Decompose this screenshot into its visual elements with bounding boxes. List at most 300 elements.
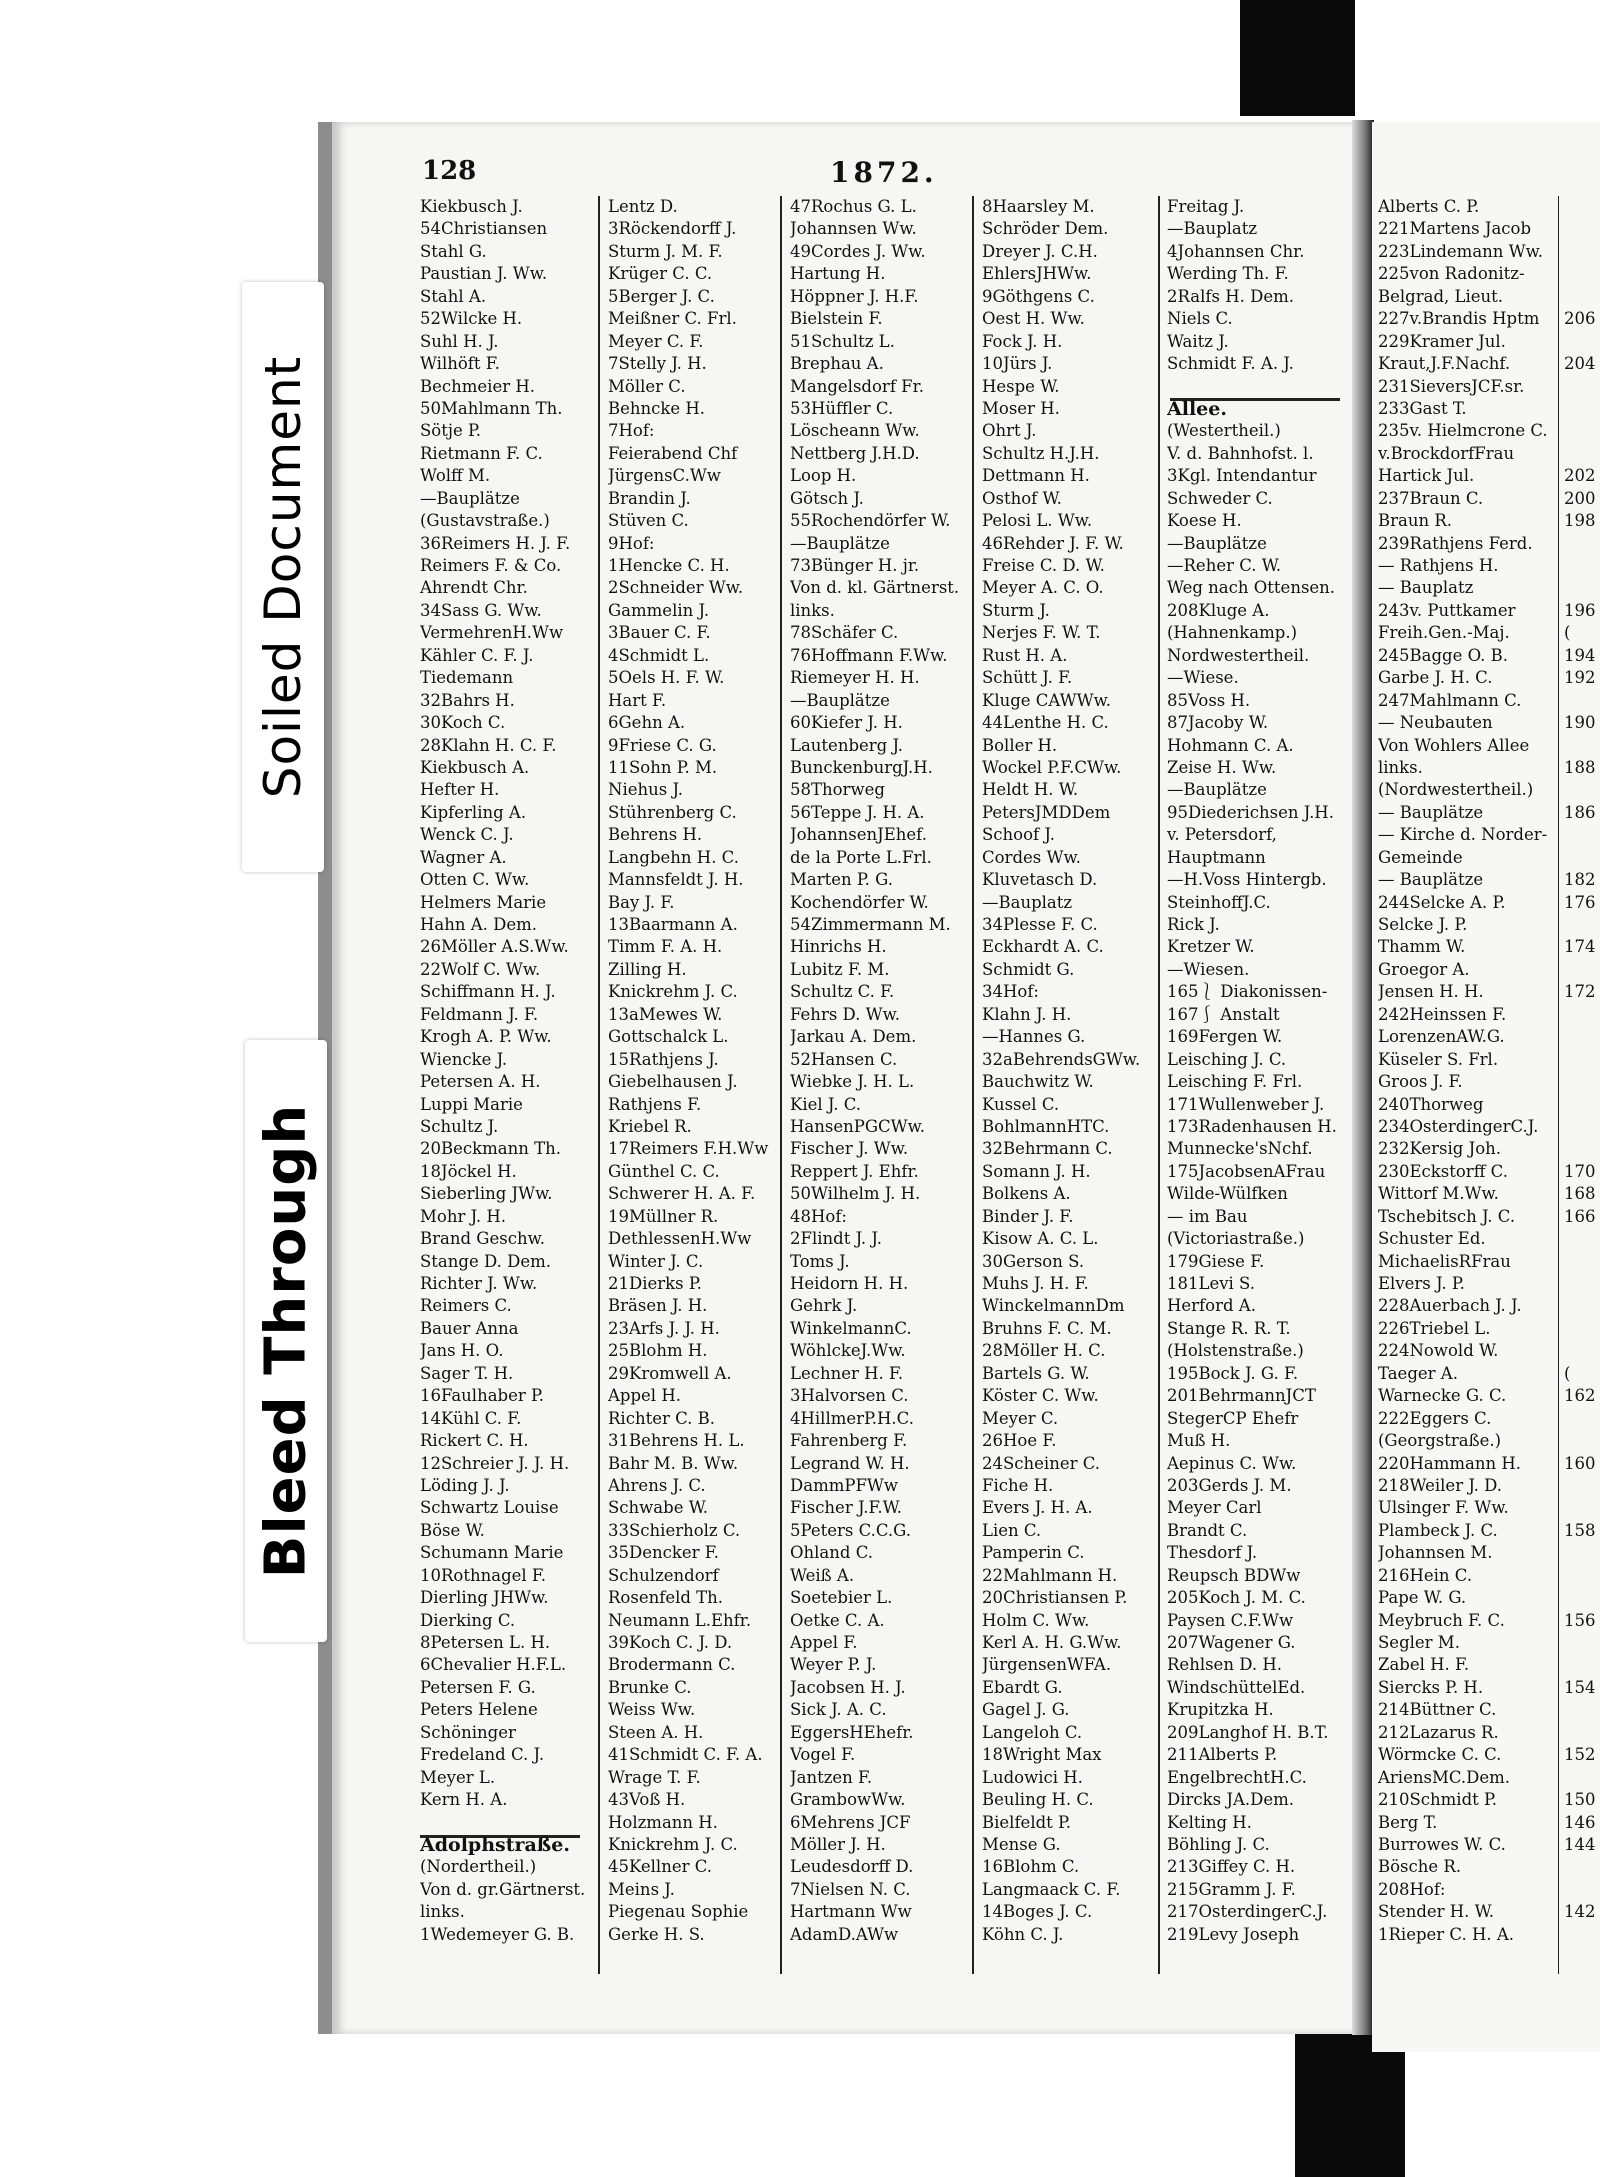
directory-entry: Groegor A. <box>1378 959 1470 979</box>
directory-entry: 34Sass G. Ww. <box>420 600 542 620</box>
directory-entry: 231SieversJCF.sr. <box>1378 376 1525 396</box>
directory-entry <box>1564 218 1600 240</box>
directory-entry <box>1564 1475 1600 1497</box>
directory-entry: 34Plesse F. C. <box>982 915 1098 934</box>
directory-entry: —Bauplätze <box>420 488 520 508</box>
directory-entry: 6Mehrens JCF <box>790 1812 911 1832</box>
directory-entry: 9Hof: <box>608 533 655 553</box>
directory-entry: Holm C. Ww. <box>982 1610 1090 1630</box>
directory-entry: Brandt C. <box>1167 1520 1248 1540</box>
directory-entry: Alberts C. P. <box>1378 197 1480 216</box>
directory-entry: 207Wagener G. <box>1167 1633 1296 1652</box>
directory-entry: Gottschalck L. <box>608 1027 729 1047</box>
directory-entry: 192 <box>1564 668 1596 688</box>
directory-entry: Luppi Marie <box>420 1094 523 1114</box>
directory-entry: Schwartz Louise <box>420 1498 559 1518</box>
directory-entry: 22Mahlmann H. <box>982 1565 1118 1585</box>
directory-entry: Kelting H. <box>1167 1812 1252 1832</box>
directory-entry: Möller C. <box>608 376 686 396</box>
directory-entry: Schütt J. F. <box>982 668 1073 688</box>
directory-entry: Schultz H.J.H. <box>982 443 1100 463</box>
directory-entry: GrambowWw. <box>790 1790 906 1810</box>
directory-entry: Ohrt J. <box>982 421 1037 441</box>
directory-entry: 239Rathjens Ferd. <box>1378 533 1533 553</box>
directory-entry: Meyer C. F. <box>608 331 704 351</box>
directory-entry: 28Möller H. C. <box>982 1341 1106 1361</box>
directory-entry: Rickert C. H. <box>420 1431 529 1451</box>
directory-entry: Petersen A. H. <box>420 1072 541 1092</box>
directory-entry: Dreyer J. C.H. <box>982 241 1098 261</box>
directory-entry: Rehlsen D. H. <box>1167 1655 1282 1675</box>
page-year: 1872. <box>830 156 938 189</box>
directory-entry: Giebelhausen J. <box>608 1072 738 1092</box>
directory-entry: 4HillmerP.H.C. <box>790 1408 914 1428</box>
directory-entry: Ebardt G. <box>982 1677 1063 1697</box>
directory-entry: Schmidt F. A. J. <box>1167 354 1294 374</box>
directory-entry: Kochendörfer W. <box>790 892 929 912</box>
directory-entry: Schwerer H. A. F. <box>608 1184 756 1204</box>
directory-entry: Vogel F. <box>790 1745 856 1765</box>
directory-entry: —H.Voss Hintergb. <box>1167 870 1327 890</box>
directory-entry <box>1564 1408 1600 1430</box>
directory-entry <box>1564 443 1600 465</box>
directory-entry: 235v. Hielmcrone C. <box>1378 421 1548 441</box>
directory-entry <box>1564 263 1600 285</box>
directory-entry: Jensen H. H. <box>1378 982 1484 1002</box>
directory-entry: —Bauplatz <box>1167 219 1258 239</box>
directory-entry: 142 <box>1564 1902 1596 1922</box>
directory-entry: 172 <box>1564 982 1596 1002</box>
directory-entry: Niehus J. <box>608 780 684 800</box>
directory-entry: links. <box>1378 757 1423 777</box>
directory-entry: Löding J. J. <box>420 1475 510 1495</box>
directory-entry: StegerCP Ehefr <box>1167 1408 1299 1428</box>
directory-entry: 32Behrmann C. <box>982 1139 1113 1159</box>
directory-entry: 216Hein C. <box>1378 1565 1473 1585</box>
directory-entry: 188 <box>1564 757 1596 777</box>
directory-entry: Wilde-Wülfken <box>1167 1184 1288 1204</box>
directory-entry: 47Rochus G. L. <box>790 197 917 216</box>
directory-entry: Wrage T. F. <box>608 1767 701 1787</box>
directory-entry: 1Hencke C. H. <box>608 556 730 575</box>
directory-entry: 208Kluge A. <box>1167 600 1270 620</box>
directory-entry: Günthel C. C. <box>608 1161 720 1181</box>
directory-entry: Schoof J. <box>982 825 1055 845</box>
directory-entry: 168 <box>1564 1184 1596 1204</box>
directory-entry: Dierling JHWw. <box>420 1588 549 1608</box>
directory-entry: Zabel H. F. <box>1378 1655 1470 1675</box>
directory-entry: 58Thorweg <box>790 780 885 800</box>
directory-entry: Hespe W. <box>982 376 1060 396</box>
directory-entry: 36Reimers H. J. F. <box>420 533 571 553</box>
directory-entry: 3Halvorsen C. <box>790 1386 909 1406</box>
directory-entry: Timm F. A. H. <box>608 937 723 957</box>
directory-entry: Rick J. <box>1167 915 1220 934</box>
directory-entry: Sager T. H. <box>420 1363 514 1383</box>
directory-entry: 3Bauer C. F. <box>608 623 711 643</box>
directory-entry: Jarkau A. Dem. <box>790 1027 917 1047</box>
directory-entry: Lautenberg J. <box>790 735 904 755</box>
directory-entry: 244Selcke A. P. <box>1378 892 1506 912</box>
directory-entry: Krüger C. C. <box>608 264 713 284</box>
directory-entry: 24Scheiner C. <box>982 1453 1101 1473</box>
directory-entry: Bolkens A. <box>982 1184 1071 1204</box>
directory-entry: Adolphstraße. <box>420 1833 570 1856</box>
directory-entry: 85Voss H. <box>1167 690 1251 710</box>
directory-entry: 165⎱ Diakonissen- <box>1167 982 1328 1002</box>
directory-entry: 52Wilcke H. <box>420 309 523 329</box>
directory-entry: 9Göthgens C. <box>982 286 1095 306</box>
directory-entry: 194 <box>1564 645 1596 665</box>
directory-entry: Löscheann Ww. <box>790 421 920 441</box>
directory-entry: Beuling H. C. <box>982 1790 1094 1810</box>
directory-entry: Hartmann Ww <box>790 1902 912 1922</box>
directory-entry: 6Chevalier H.F.L. <box>420 1655 567 1675</box>
bleed-through-text: Bleed Through <box>253 1103 319 1579</box>
directory-entry: Weyer P. J. <box>790 1655 877 1675</box>
directory-entry: WinckelmannDm <box>982 1296 1125 1316</box>
directory-entry: 26Hoe F. <box>982 1431 1057 1451</box>
directory-entry: Feierabend Chf <box>608 443 738 463</box>
directory-entry: Brunke C. <box>608 1677 692 1697</box>
directory-entry: Fehrs D. Ww. <box>790 1004 901 1024</box>
directory-entry: BohlmannHTC. <box>982 1116 1110 1136</box>
directory-entry: links. <box>420 1902 465 1922</box>
directory-entry: 25Blohm H. <box>608 1341 708 1361</box>
directory-entry: JohannsenJEhef. <box>790 825 927 845</box>
directory-entry: Klahn J. H. <box>982 1004 1072 1024</box>
directory-entry: 4Schmidt L. <box>608 645 710 665</box>
directory-entry <box>1564 376 1600 398</box>
directory-entry: 20Beckmann Th. <box>420 1139 561 1159</box>
directory-entry: 32aBehrendsGWw. <box>982 1049 1141 1069</box>
directory-entry: Wiebke J. H. L. <box>790 1072 915 1092</box>
directory-entry: Böhling J. C. <box>1167 1834 1270 1854</box>
directory-entry: VermehrenH.Ww <box>420 623 564 643</box>
directory-entry: Bielstein F. <box>790 309 883 329</box>
directory-entry <box>1564 1340 1600 1362</box>
directory-entry: 1Rieper C. H. A. <box>1378 1924 1514 1944</box>
directory-entry: Werding Th. F. <box>1167 264 1289 284</box>
directory-entry: Segler M. <box>1378 1633 1460 1652</box>
directory-entry: 228Auerbach J. J. <box>1378 1296 1522 1316</box>
directory-entry <box>1564 1632 1600 1654</box>
directory-entry: 87Jacoby W. <box>1167 713 1269 733</box>
directory-entry: 211Alberts P. <box>1167 1745 1278 1765</box>
directory-entry: Richter J. Ww. <box>420 1274 538 1293</box>
directory-entry: 18Jöckel H. <box>420 1161 517 1181</box>
directory-entry: —Reher C. W. <box>1167 556 1282 575</box>
facing-page-house-numbers <box>1564 196 1600 1976</box>
directory-entry <box>1564 331 1600 353</box>
directory-entry: Otten C. Ww. <box>420 870 530 890</box>
directory-entry: 162 <box>1564 1386 1596 1406</box>
directory-entry: Böse W. <box>420 1520 485 1540</box>
directory-entry: (Westertheil.) <box>1167 421 1281 441</box>
directory-entry: Kriebel R. <box>608 1116 692 1136</box>
directory-entry: Kiel J. C. <box>790 1094 861 1114</box>
directory-entry: Toms J. <box>790 1251 850 1271</box>
directory-entry: Bechmeier H. <box>420 376 535 396</box>
directory-entry: Weiß A. <box>790 1565 855 1585</box>
directory-entry: Belgrad, Lieut. <box>1378 286 1504 306</box>
directory-entry: 52Hansen C. <box>790 1049 898 1069</box>
directory-entry: Ahrens J. C. <box>608 1475 706 1495</box>
directory-entry: 210Schmidt P. <box>1378 1790 1498 1810</box>
directory-entry: Appel H. <box>608 1386 681 1406</box>
directory-entry: 13Baarmann A. <box>608 915 738 934</box>
directory-entry: Waitz J. <box>1167 331 1229 351</box>
directory-entry: Piegenau Sophie <box>608 1902 749 1922</box>
directory-entry: Von d. gr.Gärtnerst. <box>420 1879 586 1899</box>
directory-entry: (Nordwestertheil.) <box>1378 780 1534 800</box>
directory-entry: 1Wedemeyer G. B. <box>420 1924 575 1944</box>
directory-entry: Eckhardt A. C. <box>982 937 1104 957</box>
directory-entry: 243v. Puttkamer <box>1378 600 1516 620</box>
directory-entry: Reppert J. Ehfr. <box>790 1161 919 1181</box>
directory-entry: Wolff M. <box>420 466 491 486</box>
directory-entry: 41Schmidt C. F. A. <box>608 1745 763 1765</box>
directory-column-1 <box>420 196 588 1976</box>
directory-entry: 6Gehn A. <box>608 713 686 733</box>
directory-entry: Langbehn H. C. <box>608 847 739 867</box>
directory-entry: Helmers Marie <box>420 892 547 912</box>
directory-entry: 95Diederichsen J.H. <box>1167 802 1334 822</box>
directory-entry: Von Wohlers Allee <box>1378 735 1530 755</box>
directory-entry: Selcke J. P. <box>1378 915 1468 934</box>
directory-entry: Leisching F. Frl. <box>1167 1072 1303 1092</box>
bleed-through-label <box>245 1040 327 1642</box>
directory-entry: 198 <box>1564 511 1596 531</box>
directory-entry: JürgensC.Ww <box>608 466 721 486</box>
directory-entry: AriensMC.Dem. <box>1378 1767 1510 1787</box>
directory-entry <box>1564 1565 1600 1587</box>
directory-entry: Reimers F. & Co. <box>420 556 562 575</box>
directory-entry: 14Kühl C. F. <box>420 1408 522 1428</box>
directory-entry: Kern H. A. <box>420 1790 508 1810</box>
directory-entry: — Kirche d. Norder- <box>1378 825 1548 845</box>
directory-entry: Pelosi L. Ww. <box>982 511 1093 531</box>
directory-entry: 227v.Brandis Hptm <box>1378 309 1540 329</box>
directory-entry: Ulsinger F. Ww. <box>1378 1498 1509 1518</box>
directory-entry: 2Ralfs H. Dem. <box>1167 286 1294 306</box>
directory-entry: Stange D. Dem. <box>420 1251 551 1271</box>
directory-entry: 29Kromwell A. <box>608 1363 732 1383</box>
directory-entry: Peters Helene <box>420 1700 538 1720</box>
directory-entry: 10Rothnagel F. <box>420 1565 547 1585</box>
directory-entry: Nerjes F. W. T. <box>982 623 1101 643</box>
directory-entry: 229Kramer Jul. <box>1378 331 1506 351</box>
directory-entry: Braun R. <box>1378 511 1453 531</box>
directory-entry: SteinhoffJ.C. <box>1167 892 1271 912</box>
directory-entry <box>1564 1497 1600 1519</box>
directory-entry <box>1564 420 1600 442</box>
directory-entry: 18Wright Max <box>982 1745 1102 1765</box>
directory-entry: 214Büttner C. <box>1378 1700 1497 1720</box>
directory-entry: — Bauplätze <box>1378 870 1484 890</box>
directory-entry: EngelbrechtH.C. <box>1167 1767 1307 1787</box>
directory-entry: Meyer A. C. O. <box>982 578 1104 598</box>
directory-entry: Knickrehm J. C. <box>608 982 738 1002</box>
facing-page-column <box>1378 196 1562 1976</box>
directory-entry: Groos J. F. <box>1378 1072 1463 1092</box>
directory-entry: Küseler S. Frl. <box>1378 1049 1499 1069</box>
directory-entry: —Bauplätze <box>1167 780 1267 800</box>
directory-entry: 7Hof: <box>608 421 655 441</box>
directory-entry <box>1564 533 1600 555</box>
directory-entry: Hinrichs H. <box>790 937 887 957</box>
directory-entry <box>1564 914 1600 936</box>
directory-entry <box>1564 1318 1600 1340</box>
directory-entry: Loop H. <box>790 466 857 486</box>
directory-entry: Meyer L. <box>420 1767 496 1787</box>
directory-entry: Leisching J. C. <box>1167 1049 1287 1069</box>
directory-entry: 8Haarsley M. <box>982 197 1095 216</box>
directory-entry: 53Hüffler C. <box>790 398 894 418</box>
directory-entry: AdamD.AWw <box>790 1924 899 1944</box>
directory-entry: Stender H. W. <box>1378 1902 1494 1922</box>
directory-entry: Ohland C. <box>790 1543 873 1563</box>
directory-entry: Stüven C. <box>608 511 689 531</box>
directory-entry: Richter C. B. <box>608 1408 715 1428</box>
directory-entry: Fischer J.F.W. <box>790 1498 902 1518</box>
directory-entry: 152 <box>1564 1745 1596 1765</box>
directory-entry <box>1564 1228 1600 1250</box>
directory-entry: 21Dierks P. <box>608 1274 702 1293</box>
directory-entry: Behncke H. <box>608 398 706 418</box>
directory-entry: 78Schäfer C. <box>790 623 899 643</box>
directory-entry: 203Gerds J. M. <box>1167 1475 1292 1495</box>
directory-entry: Plambeck J. C. <box>1378 1520 1498 1540</box>
directory-entry: — Bauplätze <box>1378 802 1484 822</box>
directory-entry <box>1564 1071 1600 1093</box>
directory-entry: Burrowes W. C. <box>1378 1834 1506 1854</box>
directory-entry: Herford A. <box>1167 1296 1256 1316</box>
directory-entry: 242Heinssen F. <box>1378 1004 1507 1024</box>
directory-entry: 158 <box>1564 1520 1596 1540</box>
directory-entry: —Bauplätze <box>790 690 890 710</box>
directory-entry: 50Wilhelm J. H. <box>790 1184 921 1204</box>
directory-entry: Moser H. <box>982 398 1060 418</box>
directory-entry: 28Klahn H. C. F. <box>420 735 557 755</box>
directory-entry: Wockel P.F.CWw. <box>982 757 1122 777</box>
directory-entry: Schultz C. F. <box>790 982 895 1002</box>
directory-entry: Muhs J. H. F. <box>982 1274 1089 1293</box>
directory-entry: — Neubauten <box>1378 713 1493 733</box>
directory-entry: Schiffmann H. J. <box>420 982 556 1002</box>
directory-entry: Köhn C. J. <box>982 1924 1064 1944</box>
directory-entry: —Bauplätze <box>1167 533 1267 553</box>
directory-entry: 39Koch C. J. D. <box>608 1633 733 1652</box>
directory-entry: — Bauplatz <box>1378 578 1474 598</box>
directory-entry: Bruhns F. C. M. <box>982 1318 1112 1338</box>
directory-entry: Hahn A. Dem. <box>420 915 538 934</box>
directory-entry: Freise C. D. W. <box>982 556 1105 575</box>
directory-entry: 160 <box>1564 1453 1596 1473</box>
directory-entry: Somann J. H. <box>982 1161 1091 1181</box>
directory-entry: 30Gerson S. <box>982 1251 1085 1271</box>
directory-entry: Höppner J. H.F. <box>790 286 919 306</box>
directory-entry: Suhl H. J. <box>420 331 499 351</box>
directory-entry: Evers J. H. A. <box>982 1498 1093 1518</box>
directory-entry: Kluge CAWWw. <box>982 690 1112 710</box>
directory-entry: de la Porte L.Frl. <box>790 847 932 867</box>
directory-entry: 230Eckstorff C. <box>1378 1161 1508 1181</box>
directory-entry: DammPFWw <box>790 1475 898 1495</box>
directory-entry: Köster C. Ww. <box>982 1386 1099 1406</box>
directory-entry: Dierking C. <box>420 1610 516 1630</box>
directory-column-4 <box>982 196 1150 1976</box>
directory-entry: — Rathjens H. <box>1378 556 1499 575</box>
directory-entry: Knickrehm J. C. <box>608 1834 738 1854</box>
page-gutter <box>1352 120 1374 2035</box>
directory-entry: Langeloh C. <box>982 1722 1083 1742</box>
directory-entry: Weiss Ww. <box>608 1700 696 1720</box>
directory-entry: Fischer J. Ww. <box>790 1139 909 1159</box>
directory-entry: 217OsterdingerC.J. <box>1167 1902 1328 1922</box>
directory-entry: 73Bünger H. jr. <box>790 556 920 575</box>
directory-entry: 16Blohm C. <box>982 1857 1080 1877</box>
directory-entry: Wittorf M.Ww. <box>1378 1184 1499 1204</box>
directory-entry: Fock J. H. <box>982 331 1063 351</box>
directory-entry: 247Mahlmann C. <box>1378 690 1522 710</box>
directory-entry: 173Radenhausen H. <box>1167 1116 1337 1136</box>
directory-entry: 20Christiansen P. <box>982 1588 1128 1608</box>
directory-entry: 13aMewes W. <box>608 1004 723 1024</box>
directory-entry: 182 <box>1564 870 1596 890</box>
directory-entry: Riemeyer H. H. <box>790 668 920 688</box>
directory-entry: 234OsterdingerC.J. <box>1378 1116 1539 1136</box>
directory-entry: Rust H. A. <box>982 645 1068 665</box>
directory-entry: Bartels G. W. <box>982 1363 1090 1383</box>
directory-entry: Lubitz F. M. <box>790 959 890 979</box>
directory-entry: 245Bagge O. B. <box>1378 645 1509 665</box>
directory-entry: Langmaack C. F. <box>982 1879 1121 1899</box>
directory-entry: Zilling H. <box>608 959 687 979</box>
directory-entry: Schröder Dem. <box>982 219 1109 239</box>
directory-entry: Lechner H. F. <box>790 1363 904 1383</box>
directory-entry: Krupitzka H. <box>1167 1700 1274 1720</box>
directory-entry: 190 <box>1564 713 1596 733</box>
directory-entry: Wilhöft F. <box>420 354 500 374</box>
directory-entry: Rosenfeld Th. <box>608 1588 724 1608</box>
directory-entry: 204 <box>1564 354 1596 374</box>
directory-entry: Bahr M. B. Ww. <box>608 1453 739 1473</box>
directory-entry: Ludowici H. <box>982 1767 1083 1787</box>
directory-entry: WöhlckeJ.Ww. <box>790 1341 906 1361</box>
directory-entry: (Holstenstraße.) <box>1167 1341 1304 1361</box>
directory-entry: 212Lazarus R. <box>1378 1722 1499 1742</box>
directory-entry: Munnecke'sNchf. <box>1167 1139 1313 1159</box>
directory-entry: Taeger A. <box>1378 1363 1458 1383</box>
directory-entry: Neumann L.Ehfr. <box>608 1610 752 1630</box>
directory-entry: Bauer Anna <box>420 1318 519 1338</box>
directory-entry: Rietmann F. C. <box>420 443 543 463</box>
directory-entry: Aepinus C. Ww. <box>1167 1453 1297 1473</box>
directory-entry: 186 <box>1564 802 1596 822</box>
directory-entry: 34Hof: <box>982 982 1039 1002</box>
directory-entry: Gagel J. G. <box>982 1700 1070 1720</box>
directory-entry: Heldt H. W. <box>982 780 1079 800</box>
directory-entry: HansenPGCWw. <box>790 1116 925 1136</box>
directory-entry: Petersen F. G. <box>420 1677 536 1697</box>
directory-entry: 2Schneider Ww. <box>608 578 744 598</box>
directory-entry: Behrens H. <box>608 825 703 845</box>
directory-entry: 208Hof: <box>1378 1879 1446 1899</box>
directory-entry: 215Gramm J. F. <box>1167 1879 1296 1899</box>
directory-entry <box>1564 1654 1600 1676</box>
directory-entry: 181Levi S. <box>1167 1274 1256 1293</box>
